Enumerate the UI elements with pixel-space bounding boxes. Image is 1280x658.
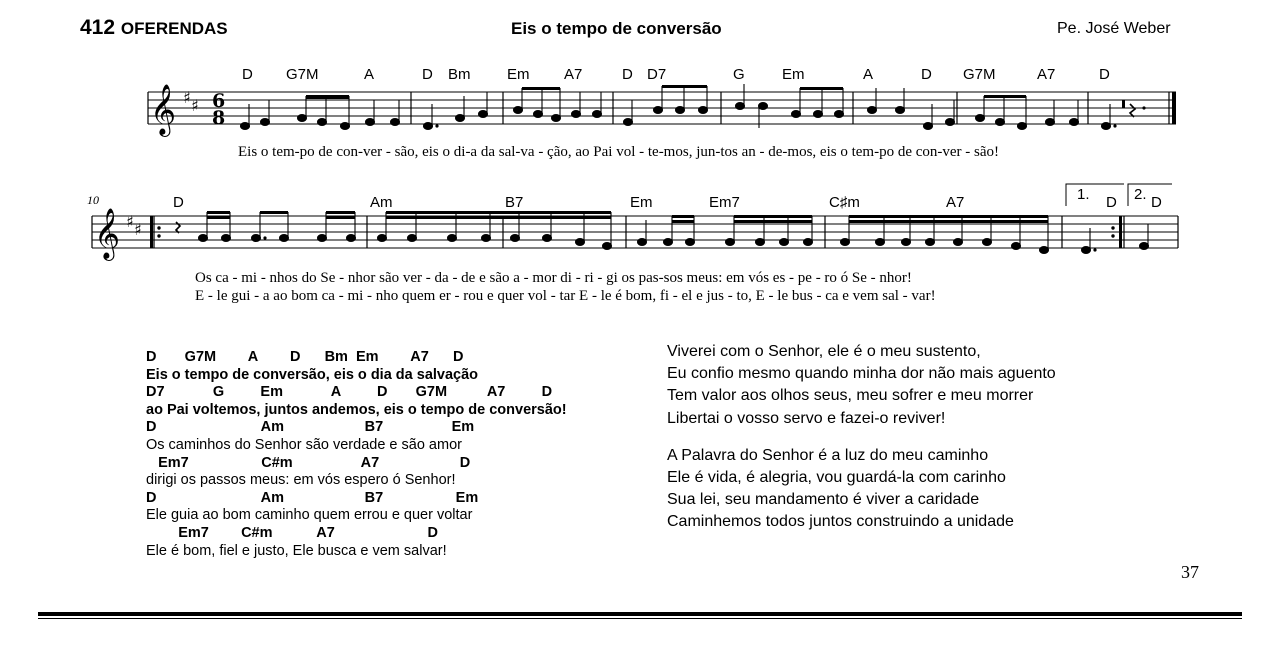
svg-text:E - le gui - a ao bom ca -: E - le gui - a ao bom ca - mi - nho quem er - rou e quer vol - tar E - le é bom, fi - el e jus - to, E - le bus - ca e vem sal - var! [195,288,936,304]
svg-text:G7M: G7M [286,66,319,83]
section-name: OFERENDAS [120,19,228,38]
svg-text:Eis o tem-po de con-ver -: Eis o tem-po de con-ver - são, eis o di-a da sal-va - ção, ao Pai vol - te-mos, jun-tos an - de-mos, eis o tem-po de con-ver - são! [238,144,1000,160]
lyrics-row-2 [195,270,936,304]
svg-text:A7: A7 [564,66,583,83]
volta-1-label: 1. [1077,186,1090,203]
stanza-line: Sua lei, seu mandamento é viver a caridade [667,491,980,509]
chord-row-1 [242,66,1110,83]
svg-text:G: G [733,66,745,83]
time-signature-top: 6 [212,90,226,112]
stanza-line: Tem valor aos olhos seus, meu sofrer e meu morrer [667,387,1034,405]
svg-text:D7: D7 [647,66,667,83]
svg-text:A7: A7 [1037,66,1056,83]
chord-sheet [146,349,616,560]
svg-text:D: D [622,66,633,83]
lyric-line: dirigi os passos meus: em vós espero ó Senhor! [146,472,456,489]
hymn-number: 412 OFERENDAS [80,16,228,39]
svg-text:C♯m: C♯m [829,194,860,211]
measure-number: 10 [87,193,99,207]
svg-text:D: D [173,194,184,211]
svg-text:Bm: Bm [448,66,471,83]
svg-text:D: D [1106,194,1117,211]
treble-clef-icon: 𝄞 [150,84,177,135]
svg-text:Em: Em [782,66,805,83]
lyric-line: Ele é bom, fiel e justo, Ele busca e vem salvar! [146,542,447,559]
footer-rule-thin [38,618,1242,619]
volta-2-label: 2. [1134,186,1147,203]
treble-clef-icon: 𝄞 [94,208,121,259]
stanza-line: Caminhemos todos juntos construindo a unidade [667,513,1014,531]
time-signature-bottom: 8 [212,107,226,129]
stanzas [667,341,1227,534]
chord-line: D G7M A D Bm Em A7 D [146,349,464,365]
svg-text:B7: B7 [505,194,524,211]
lyric-line: Ele guia ao bom caminho quem errou e quer voltar [146,507,473,524]
footer-rule [38,612,1242,616]
svg-text:A: A [364,66,375,83]
sharp-icon: ♯ [134,220,142,239]
lyric-line: Eis o tempo de conversão, eis o dia da salvação [146,366,479,383]
sharp-icon: ♯ [191,96,199,115]
svg-text:D: D [1151,194,1162,211]
stanza-line: Viverei com o Senhor, ele é o meu sustento, [667,343,981,360]
chord-line: D7 G Em A D G7M A7 D [146,384,553,401]
chord-line: D Am B7 Em [146,489,479,506]
svg-text:Os ca - mi - nhos do Se - n: Os ca - mi - nhos do Se - nhor são ver - da - de e são a - mor di - ri - gi os pas-sos meus: em vós es - pe - ro ó Se - nhor! [195,270,912,286]
stanza-line: Eu confio mesmo quando minha dor não mais aguento [667,365,1056,383]
chord-line: Em7 C#m A7 D [146,524,438,541]
svg-text:A7: A7 [946,194,965,211]
svg-text:A: A [863,66,874,83]
lyric-line: ao Pai voltemos, juntos andemos, eis o tempo de conversão! [146,401,567,418]
song-author: Pe. José Weber [1057,20,1171,37]
chord-line: Em7 C#m A7 D [146,454,471,471]
svg-text:G7M: G7M [963,66,996,83]
svg-text:Em: Em [630,194,653,211]
svg-text:D: D [1099,66,1110,83]
svg-text:Em7: Em7 [709,194,740,211]
svg-text:D: D [242,66,253,83]
stanza-line: Ele é vida, é alegria, vou guardá-la com carinho [667,469,1006,487]
lyrics-row-1 [238,144,999,160]
lyric-line: Os caminhos do Senhor são verdade e são amor [146,436,462,453]
chord-line: D Am B7 Em [146,419,475,436]
stanza-line: A Palavra do Senhor é a luz do meu caminho [667,446,989,464]
svg-text:D: D [921,66,932,83]
svg-text:Em: Em [507,66,530,83]
sharp-icon: ♯ [183,88,191,107]
svg-text:D: D [422,66,433,83]
svg-text:Am: Am [370,194,393,211]
stanza-gap [667,430,1227,445]
chord-row-2 [173,194,1162,211]
staff-system-1 [148,84,1176,137]
sharp-icon: ♯ [126,212,134,231]
song-title: Eis o tempo de conversão [511,19,722,38]
page-number: 37 [1181,562,1199,582]
stanza-line: Libertai o vosso servo e fazei-o reviver! [667,409,946,427]
